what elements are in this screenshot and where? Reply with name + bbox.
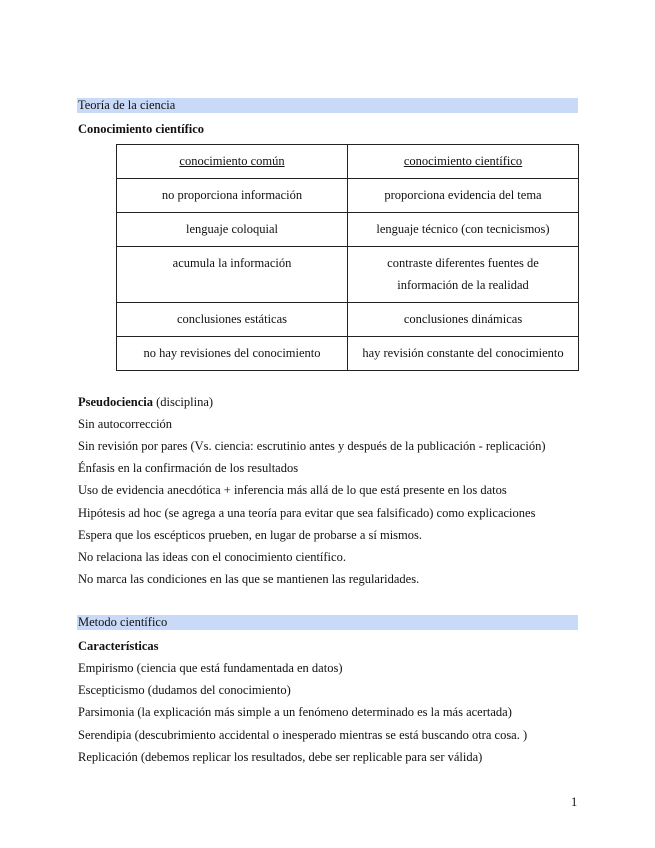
table-cell: proporciona evidencia del tema: [348, 179, 579, 213]
pseudociencia-heading: [78, 394, 213, 410]
list-item: Sin autocorrección: [78, 417, 173, 431]
table-cell: no hay revisiones del conocimiento: [117, 337, 348, 371]
list-item: Empirismo (ciencia que está fundamentada en datos): [78, 661, 343, 675]
table-cell: conclusiones estáticas: [117, 303, 348, 337]
heading-caracteristicas: Características: [78, 639, 159, 653]
list-item: Hipótesis ad hoc (se agrega a una teoría para evitar que sea falsificado) como explicaciones: [78, 506, 536, 520]
table-cell: lenguaje técnico (con tecnicismos): [348, 213, 579, 247]
list-item: Replicación (debemos replicar los resultados, debe ser replicable para ser válida): [78, 750, 483, 764]
section-title-metodo: Metodo científico: [77, 615, 578, 630]
list-item: Espera que los escépticos prueben, en lugar de probarse a sí mismos.: [78, 528, 422, 542]
table-cell: conclusiones dinámicas: [348, 303, 579, 337]
table-cell: lenguaje coloquial: [117, 213, 348, 247]
table-row: [117, 303, 579, 337]
pseudociencia-note: (disciplina): [153, 395, 214, 409]
list-item: Escepticismo (dudamos del conocimiento): [78, 683, 291, 697]
table-row: [117, 213, 579, 247]
pseudociencia-term: Pseudociencia: [78, 395, 153, 409]
list-item: Sin revisión por pares (Vs. ciencia: escrutinio antes y después de la publicación - replicación): [78, 439, 546, 453]
list-item: Uso de evidencia anecdótica + inferencia más allá de lo que está presente en los datos: [78, 483, 507, 497]
list-item: No marca las condiciones en las que se mantienen las regularidades.: [78, 572, 420, 586]
page-number: 1: [571, 795, 578, 809]
table-row: [117, 247, 579, 303]
list-item: Serendipia (descubrimiento accidental o inesperado mientras se está buscando otra cosa. ): [78, 728, 528, 742]
comparison-table: [116, 144, 579, 371]
heading-conocimiento-cientifico: Conocimiento científico: [78, 122, 205, 136]
section-title-teoria: Teoría de la ciencia: [77, 98, 578, 113]
table-header-cell: conocimiento común: [117, 145, 348, 179]
table-row: [117, 179, 579, 213]
list-item: No relaciona las ideas con el conocimiento científico.: [78, 550, 346, 564]
table-cell: acumula la información: [117, 247, 348, 303]
table-cell: contraste diferentes fuentes de información de la realidad: [348, 247, 579, 303]
table-cell: no proporciona información: [117, 179, 348, 213]
table-header-cell: conocimiento científico: [348, 145, 579, 179]
list-item: Énfasis en la confirmación de los resultados: [78, 461, 299, 475]
table-cell: hay revisión constante del conocimiento: [348, 337, 579, 371]
table-row: [117, 337, 579, 371]
table-header-row: [117, 145, 579, 179]
list-item: Parsimonia (la explicación más simple a un fenómeno determinado es la más acertada): [78, 705, 512, 719]
